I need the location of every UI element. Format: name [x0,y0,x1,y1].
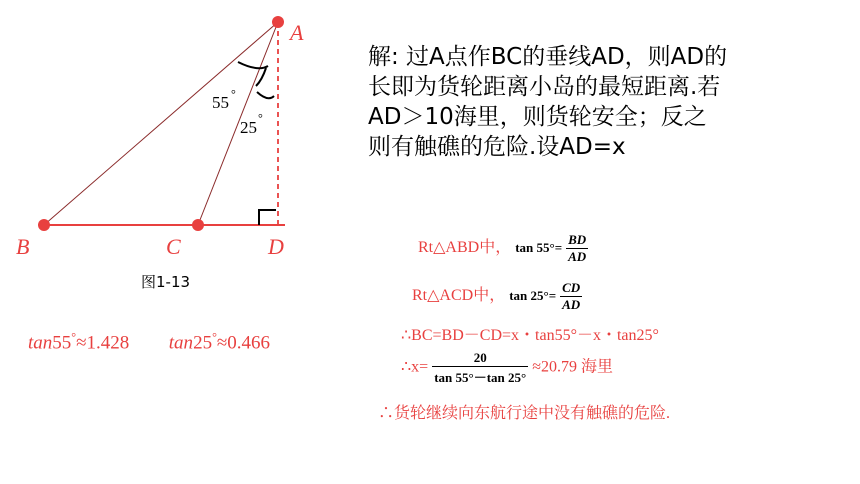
step-x-result: ≈20.79 海里 [532,358,614,376]
step-bc: ∴BC=BD－CD=x・tan55°－x・tan25° [401,327,659,344]
step-abd [418,232,588,265]
tan25-angle: 25 [193,332,213,354]
label-a: A [290,20,304,45]
step-abd-prefix: Rt△ABD中， [418,239,512,257]
tan55-approx: ≈1.428 [76,332,130,354]
solution-text [368,42,727,162]
step-acd-prefix: Rt△ACD中， [412,287,506,305]
tan55-prefix: tan [28,332,53,354]
fraction-denominator: tan 55°－tan 25° [434,370,527,385]
conclusion: ∴货轮继续向东航行途中没有触礁的危险. [378,405,671,422]
angle-label-55: 55 [212,93,229,112]
right-angle-mark [259,210,276,225]
solution-line: AD＞10海里，则货轮安全；反之 [368,104,707,130]
fraction-denominator: AD [568,249,587,264]
step-abd-lhs: tan 55°= [515,240,563,256]
point-a-dot [272,16,284,28]
step-x-prefix: ∴x= [401,358,429,376]
angle-arc-25 [257,92,274,98]
step-acd-lhs: tan 25°= [509,288,557,304]
fraction-numerator: CD [562,280,581,295]
angle-arc-55-right [256,68,266,86]
figure-caption: 图1-13 [141,273,191,291]
tan-values [28,330,270,354]
angle-arc-55 [238,62,268,68]
tan25-degree: ° [212,330,217,344]
angle-label-25: 25 [240,118,257,137]
label-b: B [16,234,30,259]
step-acd-fraction [560,280,582,313]
point-b-dot [38,219,50,231]
label-d: D [268,234,284,259]
step-x [401,350,613,386]
solution-line: 长即为货轮距离小岛的最短距离.若 [368,74,721,100]
step-abd-fraction [566,232,588,265]
fraction-numerator: BD [568,232,587,247]
segment-ac [198,22,278,225]
fraction-denominator: AD [562,297,581,312]
solution-line: 解: 过A点作BC的垂线AD，则AD的 [368,44,728,70]
angle-degree-55: ° [231,87,236,101]
label-c: C [166,234,181,259]
step-x-fraction [432,350,528,386]
tan55-degree: ° [71,330,77,344]
solution-line: 则有触礁的危险.设AD=x [368,134,626,160]
tan25-approx: ≈0.466 [216,332,271,354]
tan25-prefix: tan [168,332,194,354]
step-acd [412,280,582,313]
point-c-dot [192,219,204,231]
angle-degree-25: ° [258,111,263,125]
fraction-numerator: 20 [432,350,528,367]
tan55-angle: 55 [52,332,72,354]
